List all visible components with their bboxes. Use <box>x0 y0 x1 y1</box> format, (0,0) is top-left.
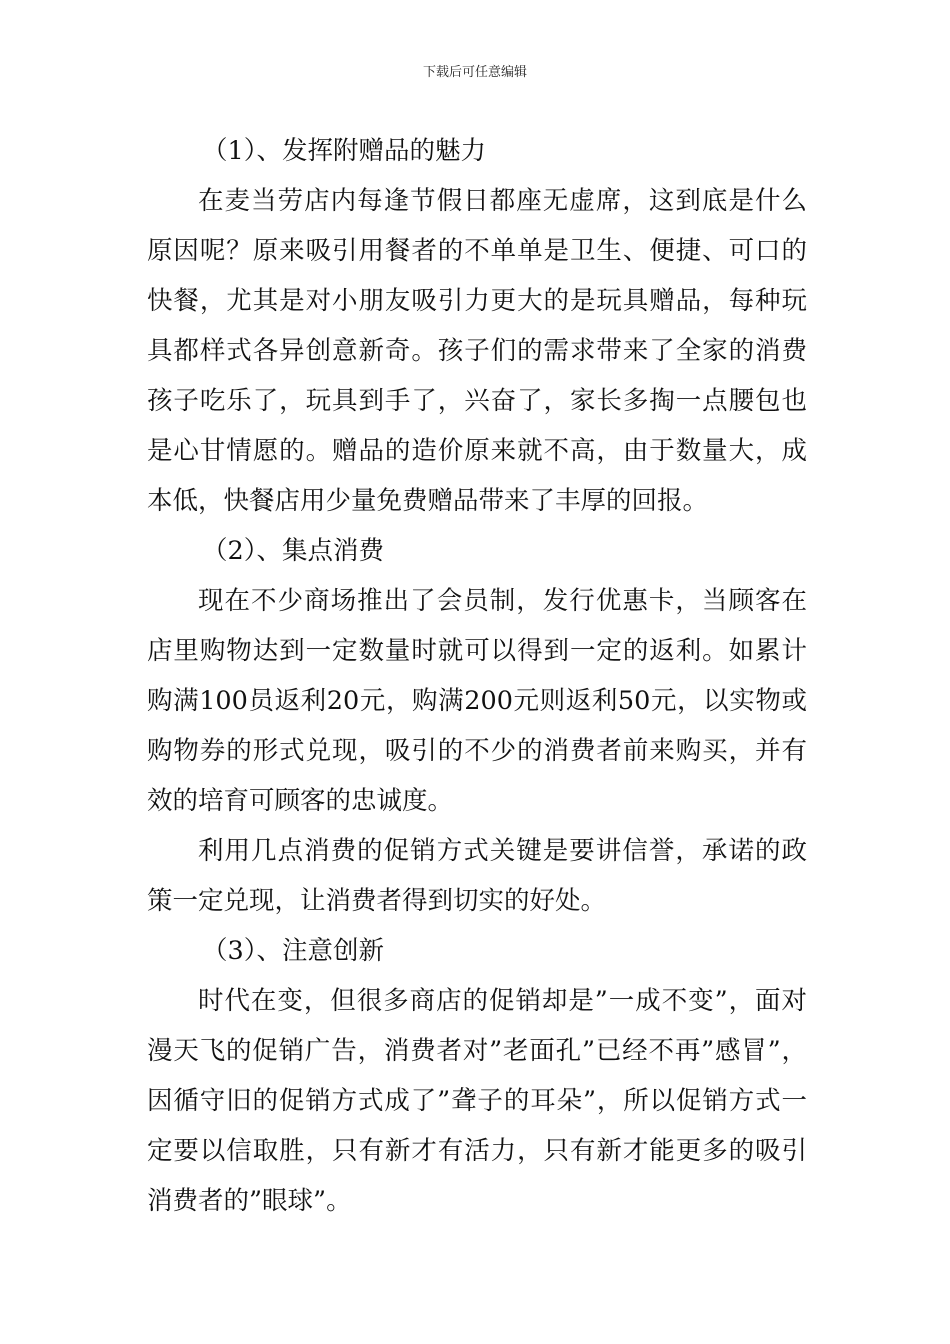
section-3-paragraph-1: 时代在变，但很多商店的促销却是”一成不变”，面对漫天飞的促销广告，消费者对”老面孔”已经不再”感冒”，因循守旧的促销方式成了”聋子的耳朵”，所以促销方式一定要以信取胜，只有新才有活力，只有新才能更多的吸引消费者的”眼球”。 <box>147 986 807 1216</box>
section-1-paragraph-1: 在麦当劳店内每逢节假日都座无虚席，这到底是什么原因呢？原来吸引用餐者的不单单是卫生、便捷、可口的快餐，尤其是对小朋友吸引力更大的是玩具赠品，每种玩具都样式各异创意新奇。孩子们的需求带来了全家的消费孩子吃乐了，玩具到手了，兴奋了，家长多掏一点腰包也是心甘情愿的。赠品的造价原来就不高，由于数量大，成本低，快餐店用少量免费赠品带来了丰厚的回报。 <box>147 186 807 516</box>
section-heading-2: （2）、集点消费 <box>202 536 384 566</box>
section-2-paragraph-2: 利用几点消费的促销方式关键是要讲信誉，承诺的政策一定兑现，让消费者得到切实的好处。 <box>147 836 807 916</box>
section-heading-1: （1）、发挥附赠品的魅力 <box>202 136 486 166</box>
page-header: 下载后可任意编辑 <box>422 65 527 80</box>
document-body <box>147 126 807 1226</box>
section-2-paragraph-1: 现在不少商场推出了会员制，发行优惠卡，当顾客在店里购物达到一定数量时就可以得到一定的返利。如累计购满100员返利20元，购满200元则返利50元，以实物或购物券的形式兑现，吸引的不少的消费者前来购买，并有效的培育可顾客的忠诚度。 <box>147 586 807 816</box>
section-heading-3: （3）、注意创新 <box>202 936 384 966</box>
